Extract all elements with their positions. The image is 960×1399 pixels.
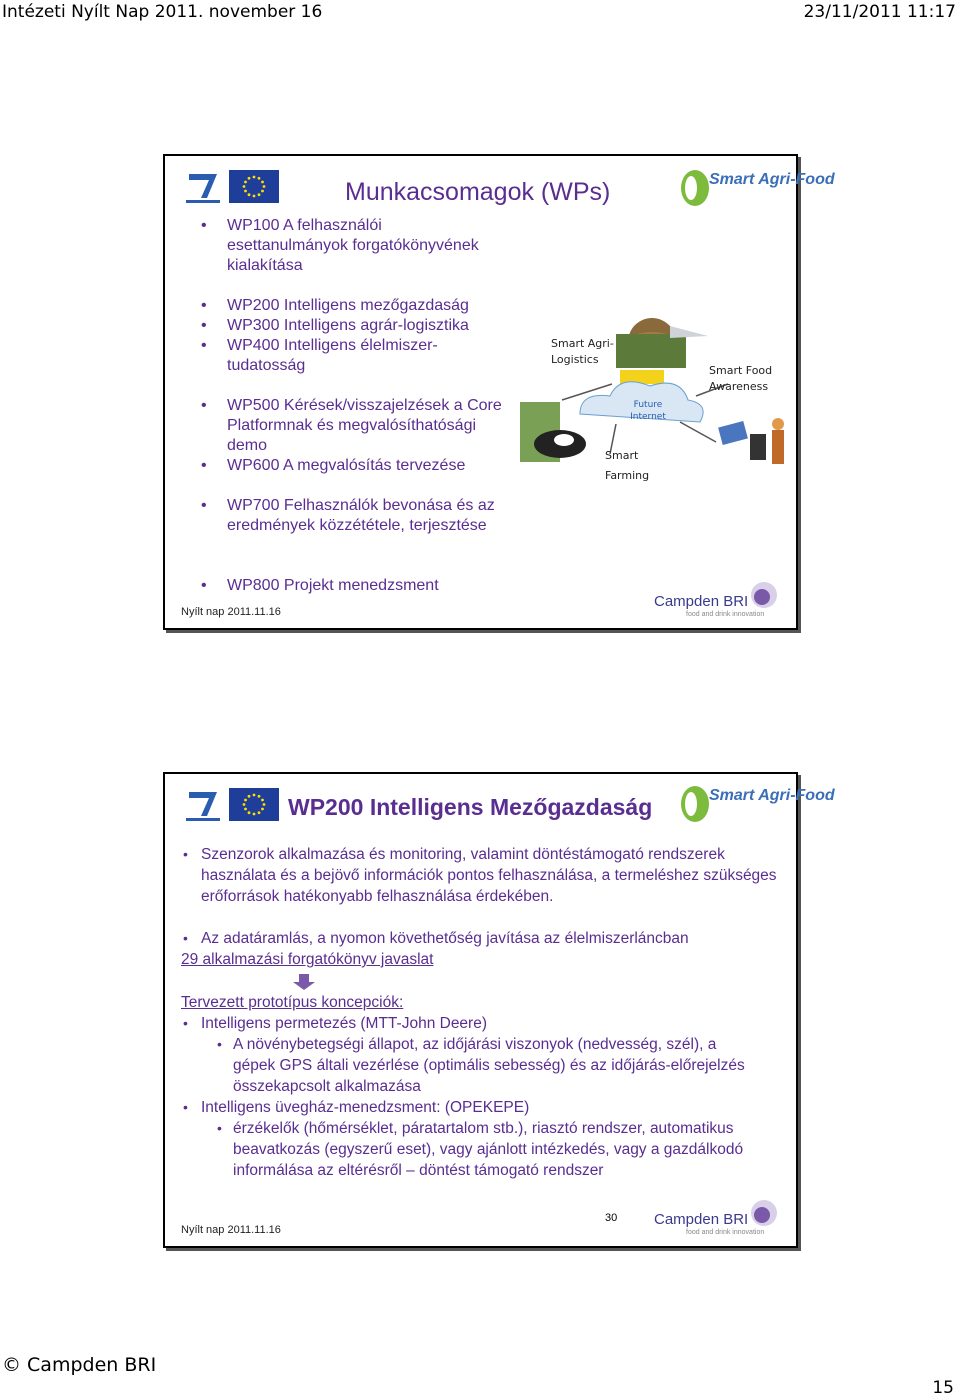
slide-title: WP200 Intelligens Mezőgazdaság xyxy=(288,794,653,820)
list-item: • WP800 Projekt menedzsment xyxy=(201,577,439,594)
link-scenarios[interactable]: 29 alkalmazási forgatókönyv javaslat xyxy=(181,951,434,968)
paragraph-1: Szenzorok alkalmazása és monitoring, valamint döntéstámogató rendszerek használata és a bejövő információk pontos felhasználása, a termeléshez szükséges erőforrások hatékonyabb felhasználása érdekében. xyxy=(201,846,777,905)
slide-1 xyxy=(163,154,835,630)
slide-footer: Nyílt nap 2011.11.16 xyxy=(181,606,281,618)
page-number: 15 xyxy=(932,1378,954,1398)
link-prototypes[interactable]: Tervezett prototípus koncepciók: xyxy=(181,994,404,1011)
list-item: • WP500 Kérések/visszajelzések a Core Platformnak és megvalósíthatósági demo xyxy=(201,397,502,454)
header-right: 23/11/2011 11:17 xyxy=(803,2,956,22)
smart-agri-food-logo xyxy=(677,162,835,214)
item-1: Intelligens permetezés (MTT-John Deere) xyxy=(201,1015,488,1032)
page-header xyxy=(0,0,960,24)
campden-logo: Campden BRI food and drink innovation xyxy=(654,1199,778,1241)
sub-item-1: A növénybetegségi állapot, az időjárási viszonyok (nedvesség, szél), a gépek GPS általi vezérlése (optimális sebesség) és az időjárás-előrejelzés összekapcsolt alkalmazása xyxy=(233,1036,745,1095)
smart-agri-food-logo xyxy=(677,778,835,830)
eu-flag-icon xyxy=(229,170,279,203)
list-item: • WP700 Felhasználók bevonása és az eredmények közzététele, terjesztése xyxy=(201,497,495,534)
copyright: © Campden BRI xyxy=(2,1354,157,1376)
campden-logo: Campden BRI food and drink innovation xyxy=(654,581,778,623)
slide-2: WP200 Intelligens Mezőgazdaság Smart Agri-Food • Szenzorok alkalmazása és monitoring, valamint döntéstámogató rendszerek használata és a bejövő információk pontos felhasználása, a termeléshez szükséges erőforrások hatékonyabb felhasználása érdekében. • Az adatáramlás, a nyomon követhetőség javítása az élelmiszerláncban 29 alkalmazási forgatókönyv javaslat Tervezett prototípus koncepciók: • Intelligens permetezés (MTT-John Deere) • A növénybetegségi állapot, az időjárási viszonyok (nedvesség, szél), a gépek GPS általi vezérlése (optimális sebesség) és az időjárás-előrejelzés összekapcsolt alkalmazása • Intelligens üvegház-menedzsment: (OPEKEPE) • érzékelők (hőmérséklet, páratartalom stb.), riasztó rendszer, automatikus beavatkozás (egyszerű eset), vagy ajánlott intézkedés, vagy a gazdálkodó informálása az eltérésről – döntést támogató rendszer 30 Nyílt nap 2011.11.16 Campden BRI food and drink innovation xyxy=(163,772,798,1248)
list-item: • WP300 Intelligens agrár-logisztika xyxy=(201,317,469,334)
down-arrow-icon xyxy=(293,974,315,990)
paragraph-2: Az adatáramlás, a nyomon követhetőség javítása az élelmiszerláncban xyxy=(201,930,689,947)
slide-page-number: 30 xyxy=(605,1212,618,1224)
smart-logo-text: Smart Agri-Food xyxy=(709,787,835,804)
smart-logo-text: Smart Agri-Food xyxy=(709,171,835,188)
fp7-logo-icon xyxy=(183,786,223,824)
slide-footer: Nyílt nap 2011.11.16 xyxy=(181,1224,281,1236)
item-2: Intelligens üvegház-menedzsment: (OPEKEPE) xyxy=(201,1099,530,1116)
sub-item-2: érzékelők (hőmérséklet, páratartalom stb.), riasztó rendszer, automatikus beavatkozás (egyszerű eset), vagy ajánlott intézkedés, vagy a gazdálkodó informálása az eltérésről – döntést támogató rendszer xyxy=(233,1120,744,1179)
label-logistics: Smart Agri-Logistics xyxy=(551,337,614,366)
label-farming: Smart Farming xyxy=(605,449,650,482)
label-internet: Future Internet xyxy=(630,400,666,422)
header-left: Intézeti Nyílt Nap 2011. november 16 xyxy=(2,2,323,22)
list-item: • WP200 Intelligens mezőgazdaság xyxy=(201,297,469,314)
list-item: • WP400 Intelligens élelmiszer-tudatosság xyxy=(201,337,438,374)
label-food: Smart Food Awareness xyxy=(709,364,773,393)
eu-flag-icon xyxy=(229,788,279,821)
fp7-logo-icon xyxy=(183,168,223,206)
slide-title: Munkacsomagok (WPs) xyxy=(345,178,611,206)
list-item: • WP600 A megvalósítás tervezése xyxy=(201,457,466,474)
list-item: • WP100 A felhasználói esettanulmányok forgatókönyvének kialakítása xyxy=(201,217,479,274)
